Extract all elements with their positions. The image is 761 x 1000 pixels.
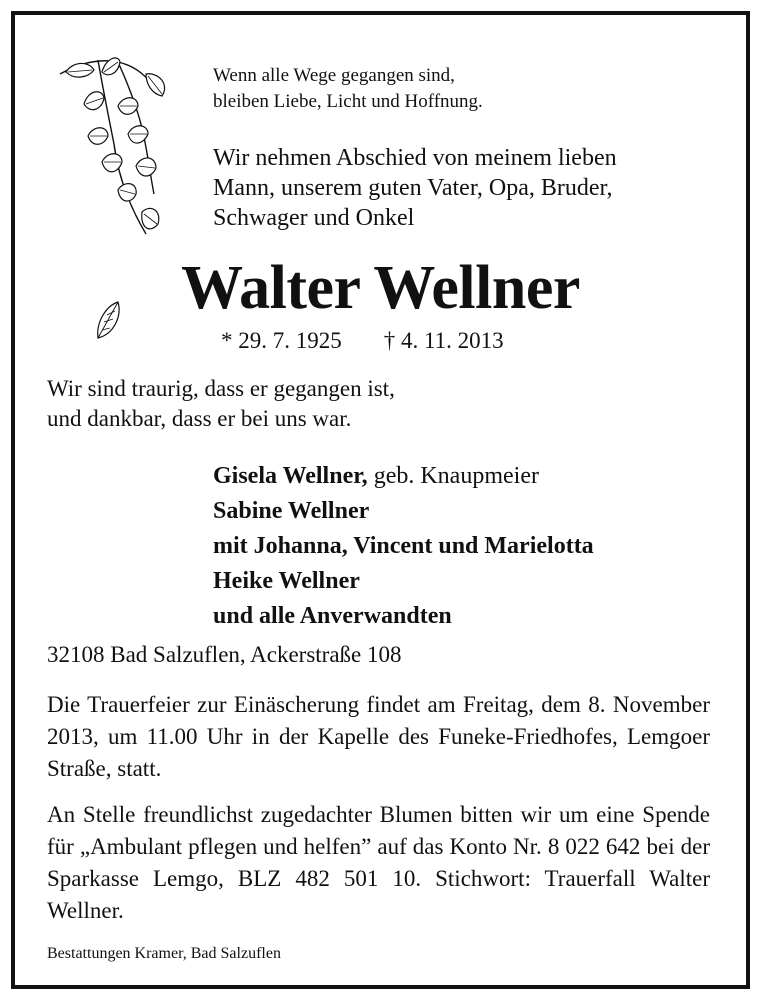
- deceased-name: Walter Wellner: [181, 254, 580, 322]
- mourner-line: Sabine Wellner: [213, 498, 370, 524]
- poem-line: bleiben Liebe, Licht und Hoffnung.: [213, 91, 483, 112]
- quote: [47, 374, 395, 434]
- mourner-line: [213, 459, 594, 494]
- mourner-line: und alle Anverwandten: [213, 603, 452, 629]
- mourner-line: Heike Wellner: [213, 568, 360, 594]
- intro-line: Wir nehmen Abschied von meinem lieben: [213, 145, 617, 171]
- intro-text: [213, 143, 617, 233]
- poem: [213, 63, 483, 115]
- address: 32108 Bad Salzuflen, Ackerstraße 108: [47, 642, 402, 667]
- poem-line: Wenn alle Wege gegangen sind,: [213, 65, 455, 86]
- mourner-name: Gisela Wellner,: [213, 463, 368, 489]
- quote-line: und dankbar, dass er bei uns war.: [47, 406, 352, 431]
- mourner-maiden-name: geb. Knaupmeier: [367, 463, 539, 489]
- quote-line: Wir sind traurig, dass er gegangen ist,: [47, 376, 395, 401]
- intro-line: Mann, unserem guten Vater, Opa, Bruder,: [213, 175, 613, 201]
- death-date: † 4. 11. 2013: [383, 328, 504, 353]
- intro-line: Schwager und Onkel: [213, 205, 415, 231]
- birch-branch-icon: [58, 44, 178, 244]
- mourner-line: mit Johanna, Vincent und Marielotta: [213, 533, 594, 559]
- donation-paragraph: An Stelle freundlichst zugedachter Blumen bitten wir um eine Spende für „Ambulant pflegen und helfen” auf das Konto Nr. 8 022 642 bei der Sparkasse Lemgo, BLZ 482 501 10. Stichwort: Trauerfall Walter Wellner.: [47, 802, 710, 923]
- ceremony-paragraph: Die Trauerfeier zur Einäscherung findet am Freitag, dem 8. November 2013, um 11.00 Uhr in der Kapelle des Funeke-Friedhofes, Lemgoer Straße, statt.: [47, 692, 710, 781]
- life-dates: [221, 326, 504, 356]
- mourners-list: [213, 459, 594, 634]
- birth-date: * 29. 7. 1925: [221, 328, 342, 353]
- funeral-home: Bestattungen Kramer, Bad Salzuflen: [47, 945, 281, 962]
